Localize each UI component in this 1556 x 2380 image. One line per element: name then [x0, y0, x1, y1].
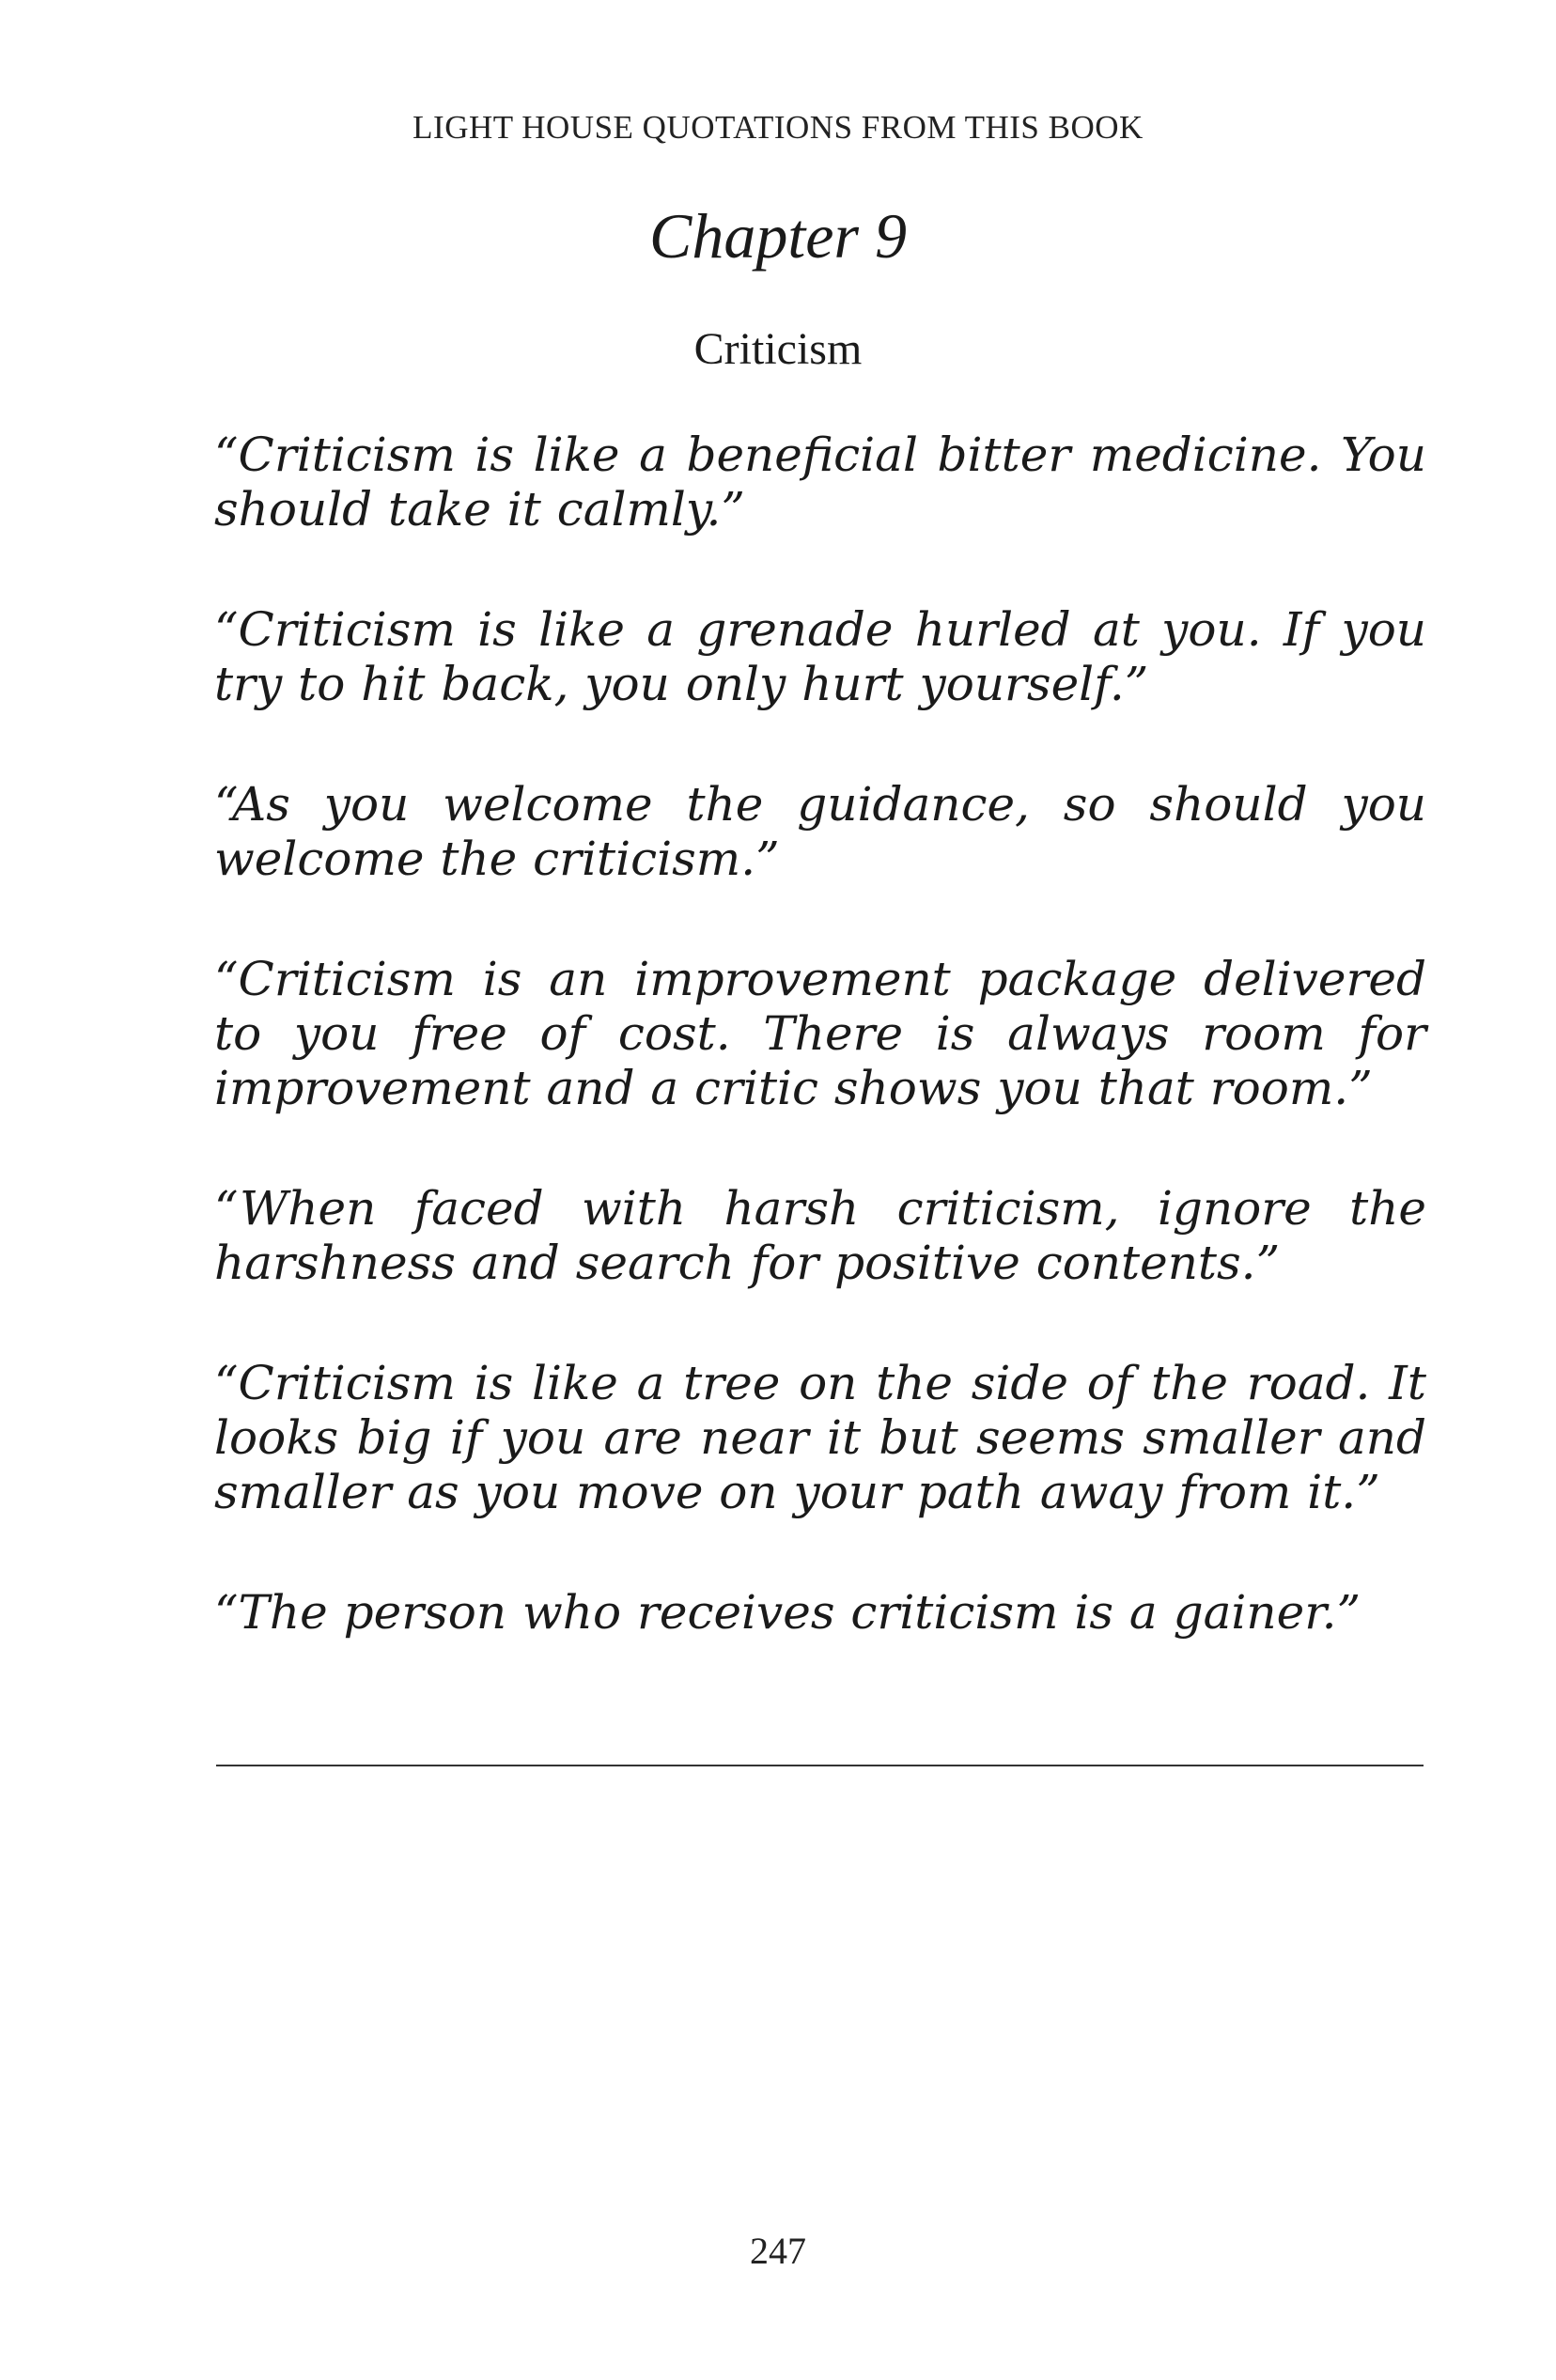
section-title: Criticism	[693, 324, 863, 374]
quote-2: “Criticism is like a grenade hurled at you. If you try to hit back, you only hurt yourself.”	[214, 602, 1426, 711]
page-number: 247	[750, 2230, 806, 2272]
quote-7: “The person who receives criticism is a gainer.”	[214, 1585, 1362, 1640]
chapter-title: Chapter 9	[649, 200, 907, 272]
quote-4: “Criticism is an improvement package delivered to you free of cost. There is always room for improvement and a critic shows you that room.”	[214, 952, 1426, 1115]
quote-3: “As you welcome the guidance, so should you welcome the criticism.”	[214, 777, 1426, 886]
quote-1: “Criticism is like a beneficial bitter medicine. You should take it calmly.”	[214, 428, 1426, 537]
quote-6: “Criticism is like a tree on the side of the road. It looks big if you are near it but seems smaller and smaller as you move on your path away from it.”	[214, 1356, 1426, 1519]
running-head: LIGHT HOUSE QUOTATIONS FROM THIS BOOK	[412, 109, 1144, 146]
quote-list	[214, 428, 1426, 1705]
section-divider	[216, 1765, 1424, 1766]
quote-5: “When faced with harsh criticism, ignore the harshness and search for positive contents.”	[214, 1181, 1426, 1290]
